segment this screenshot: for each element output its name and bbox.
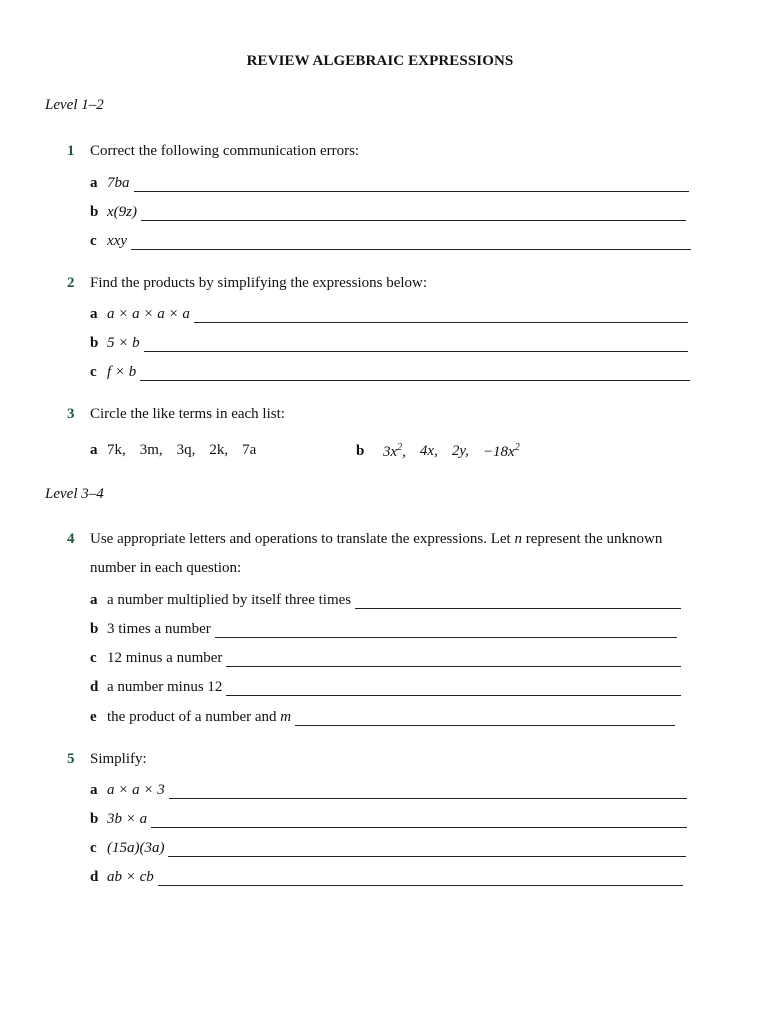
- like-term[interactable]: 3m,: [139, 442, 163, 458]
- variable-n: n: [514, 531, 522, 547]
- part-letter: b: [356, 443, 365, 459]
- q4-part-d: [90, 676, 681, 696]
- part-letter: b: [90, 621, 99, 637]
- question-text-4-line-2: number in each question:: [90, 560, 242, 576]
- part-letter: d: [90, 679, 99, 695]
- part-expression: 5 × b: [107, 335, 140, 351]
- part-expression: xxy: [107, 233, 127, 249]
- part-expression: 7ba: [107, 175, 130, 191]
- exponent: 2: [397, 442, 403, 453]
- part-letter: a: [90, 442, 98, 458]
- like-term[interactable]: 7k,: [107, 442, 126, 458]
- like-term[interactable]: $3x^2$,: [383, 442, 406, 460]
- q3-list-b: [356, 442, 534, 461]
- q5-part-b: [90, 808, 687, 828]
- part-letter: d: [90, 869, 99, 885]
- answer-line[interactable]: [158, 871, 683, 886]
- answer-line[interactable]: [226, 681, 681, 696]
- part-letter: a: [90, 175, 98, 191]
- question-text-2: Find the products by simplifying the expressions below:: [90, 275, 428, 291]
- like-term[interactable]: 7a: [242, 442, 257, 458]
- part-expression: f × b: [107, 364, 137, 380]
- answer-line[interactable]: [168, 842, 686, 857]
- question-number-5: 5: [67, 751, 75, 767]
- part-expression: 3b × a: [107, 811, 148, 827]
- q4-part-a: [90, 589, 681, 609]
- q1-part-b: [90, 201, 686, 221]
- answer-line[interactable]: [140, 366, 690, 381]
- q2-part-b: [90, 332, 688, 352]
- part-letter: b: [90, 204, 99, 220]
- answer-line[interactable]: [144, 337, 688, 352]
- q1-part-c: [90, 230, 691, 250]
- answer-line[interactable]: [295, 711, 675, 726]
- part-letter: b: [90, 811, 99, 827]
- question-text-5: Simplify:: [90, 751, 147, 767]
- answer-line[interactable]: [151, 813, 687, 828]
- question-text-1: Correct the following communication errors:: [90, 143, 360, 159]
- part-expression: a × a × a × a: [107, 306, 190, 322]
- level-heading-3-4: Level 3–4: [45, 486, 104, 502]
- q2-part-a: [90, 303, 688, 323]
- q4-part-b: [90, 618, 677, 638]
- q1-part-a: [90, 172, 689, 192]
- part-expression: a number multiplied by itself three times: [107, 592, 352, 608]
- part-expression: ab × cb: [107, 869, 154, 885]
- answer-line[interactable]: [169, 784, 687, 799]
- part-letter: c: [90, 233, 97, 249]
- question-text-4-line-1: Use appropriate letters and operations to translate the expressions. Let n represent the unknown: [90, 531, 663, 547]
- part-expression: a × a × 3: [107, 782, 165, 798]
- part-letter: e: [90, 709, 97, 725]
- variable-m: m: [280, 709, 292, 725]
- question-number-2: 2: [67, 275, 75, 291]
- question-number-1: 1: [67, 143, 75, 159]
- part-expression: 12 minus a number: [107, 650, 223, 666]
- answer-line[interactable]: [131, 235, 691, 250]
- part-expression: a number minus 12: [107, 679, 223, 695]
- answer-line[interactable]: [134, 177, 689, 192]
- answer-line[interactable]: [194, 308, 688, 323]
- exponent: 2: [514, 442, 520, 453]
- part-expression: the product of a number and m: [107, 709, 292, 725]
- like-term[interactable]: 2k,: [209, 442, 229, 458]
- part-letter: a: [90, 782, 98, 798]
- answer-line[interactable]: [141, 206, 686, 221]
- answer-line[interactable]: [226, 652, 681, 667]
- part-expression: (15a)(3a): [107, 840, 165, 856]
- worksheet-title: REVIEW ALGEBRAIC EXPRESSIONS: [246, 53, 514, 69]
- part-expression: 3 times a number: [107, 621, 211, 637]
- part-letter: a: [90, 592, 98, 608]
- like-term[interactable]: $-18x^2$: [482, 442, 520, 460]
- question-text-3: Circle the like terms in each list:: [90, 406, 285, 422]
- q4-part-c: [90, 647, 681, 667]
- q5-part-d: [90, 866, 683, 886]
- like-term[interactable]: 4x,: [419, 443, 438, 459]
- part-letter: c: [90, 650, 97, 666]
- part-letter: b: [90, 335, 99, 351]
- q5-part-a: [90, 779, 687, 799]
- part-letter: c: [90, 840, 97, 856]
- question-number-4: 4: [67, 531, 75, 547]
- q4-part-e: [90, 706, 675, 726]
- q5-part-c: [90, 837, 686, 857]
- like-term[interactable]: 3q,: [176, 442, 196, 458]
- part-letter: a: [90, 306, 98, 322]
- q3-list-a: [90, 442, 270, 459]
- answer-line[interactable]: [355, 594, 681, 609]
- level-heading-1-2: Level 1–2: [45, 97, 104, 113]
- like-term[interactable]: 2y,: [451, 443, 469, 459]
- part-letter: c: [90, 364, 97, 380]
- part-expression: x(9z): [107, 204, 137, 220]
- q2-part-c: [90, 361, 690, 381]
- answer-line[interactable]: [215, 623, 677, 638]
- question-number-3: 3: [67, 406, 75, 422]
